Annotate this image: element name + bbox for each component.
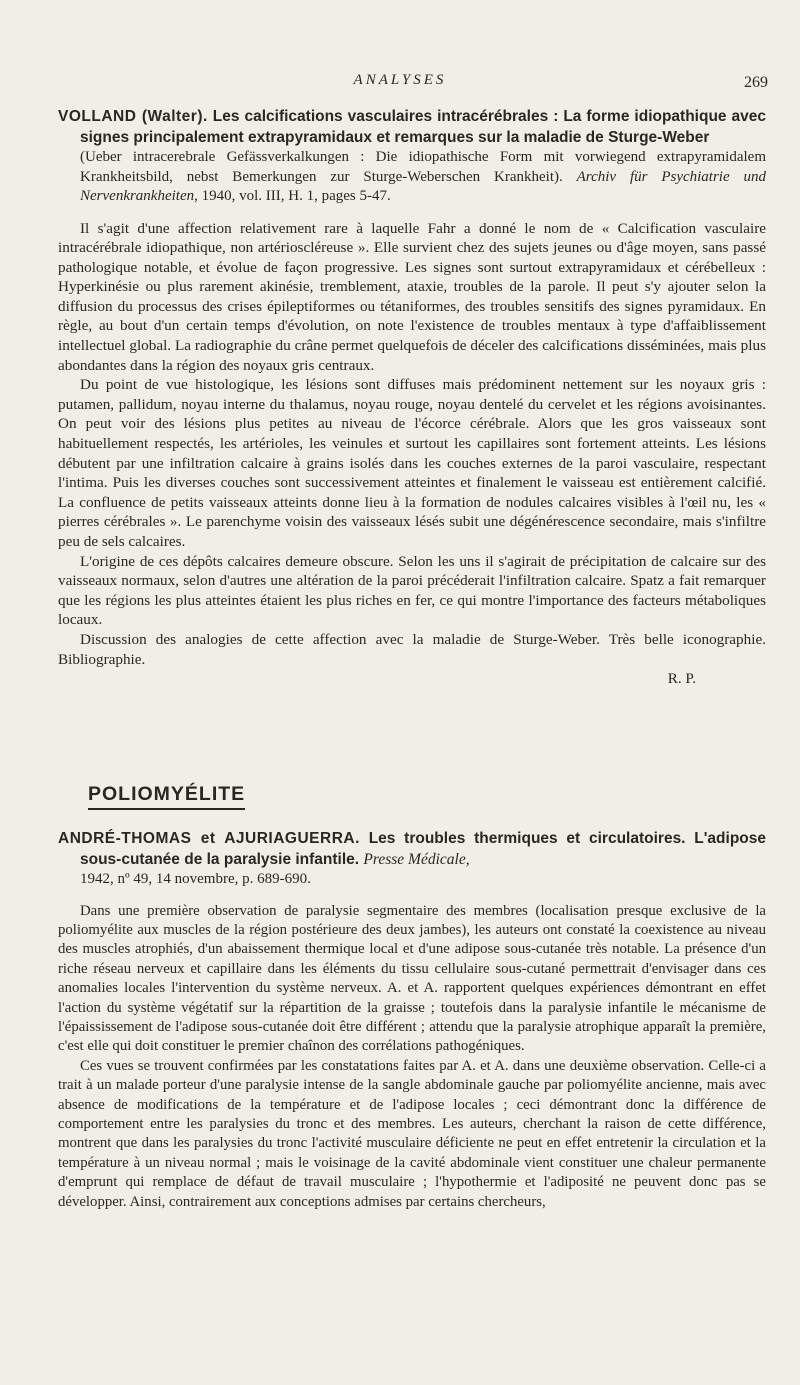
body-paragraph: Dans une première observation de paralysie segmentaire des membres (localisation presque exclusive de la poliomyélite aux muscles de la région postérieure des deux jambes), les auteurs ont constaté la coexistence au niveau des muscles atrophiés, d'un abaissement thermique local et d'une adipose sous-cutanée très notable. La présence d'un riche réseau nerveux et capillaire dans les éléments du tissu cellulaire sous-cutané permettrait d'envisager dans ces anomalies locales l'intervention du système nerveux. A. et A. rapportent quelques expériences démontrant en effet l'action du système végétatif sur la répartition de la graisse ; toutefois dans la paralysie infantile le mécanisme de l'épaississement de l'adipose sous-cutanée doit être différent ; attendu que la paralysie atrophique apparaît la première, c'est elle qui doit constituer le premier chaînon des corrélations pathogéniques.	[58, 902, 766, 1055]
article-body	[58, 219, 766, 689]
signature-line	[58, 669, 766, 689]
closing-text: Discussion des analogies de cette affection avec la maladie de Sturge-Weber. Très belle iconographie. Bibliographie.	[58, 630, 766, 668]
german-title: (Ueber intracerebrale Gefässverkalkungen : Die idiopathische Form mit vorwiegend extrapyramidalem Krankheitsbild, nebst Bemerkungen zur Sturge-Weberschen Krankheit).	[80, 149, 766, 185]
reviewer-signature: R. P.	[667, 670, 696, 688]
closing-paragraph	[58, 630, 766, 669]
article-title: Les troubles thermiques et circulatoires. L'adipose sous-cutanée de la paralysie infantile.	[80, 830, 766, 868]
body-paragraph: Il s'agit d'une affection relativement rare à laquelle Fahr a donné le nom de « Calcification vasculaire intracérébrale idiopathique, non artérioscléreuse ». Elle survient chez des sujets jeunes ou d'âge moyen, sans passé pathologique notable, et évolue de façon progressive. Les signes sont surtout extrapyramidaux et cérébelleux : Hyperkinésie ou plus rarement akinésie, tremblement, ataxie, troubles de la parole. Il peut s'y ajouter selon la diffusion du processus des crises épileptiformes ou tétaniformes, des troubles sensitifs des signes pyramidaux. En règle, au bout d'un certain temps d'évolution, on note l'existence de troubles mentaux à type d'affaiblissement intellectuel global. La radiographie du crâne permet quelquefois de déceler des calcifications disséminées, mais plus abondantes dans la région des noyaux gris centraux.	[58, 219, 766, 374]
running-head	[0, 72, 800, 96]
article-body	[58, 902, 766, 1213]
citation: 1942, nº 49, 14 novembre, p. 689-690.	[80, 871, 311, 887]
running-title: ANALYSES	[353, 72, 447, 88]
journal-name: Presse Médicale,	[363, 851, 470, 868]
article-volland	[58, 106, 766, 689]
article-headline	[58, 828, 766, 870]
citation: 1940, vol. III, H. 1, pages 5-47.	[201, 188, 391, 204]
article-title: Les calcifications vasculaires intracérébrales : La forme idiopathique avec signes principalement extrapyramidaux et remarques sur la maladie de Sturge-Weber	[80, 108, 766, 146]
article-author: VOLLAND (Walter).	[58, 108, 208, 125]
body-paragraph: Ces vues se trouvent confirmées par les constatations faites par A. et A. dans une deuxième observation. Celle-ci a trait à un malade porteur d'une paralysie intense de la sangle abdominale gauche par poliomyélite ancienne, mais avec absence de modifications de la température et de l'adipose locales ; ceci démontrant donc la différence de comportement entre les paralysies du tronc et des membres. Les auteurs, cherchant la raison de cette différence, montrent que dans les paralysies du tronc l'activité musculaire déficiente ne peut en effet entretenir la circulation et la température à un niveau normal ; mais le voisinage de la cavité abdominale vient constituer une chaleur permanente d'emprunt qui remplace de défaut de travail musculaire ; l'hypothermie et l'adiposité ne peuvent donc pas se développer. Ainsi, contrairement aux conceptions admises par certains chercheurs,	[58, 1057, 766, 1210]
page-number: 269	[744, 74, 768, 91]
article-author: ANDRÉ-THOMAS et AJURIAGUERRA.	[58, 830, 360, 847]
article-andre-thomas	[58, 828, 766, 1212]
article-reference	[58, 148, 766, 207]
article-headline	[58, 106, 766, 148]
article-reference	[58, 870, 766, 890]
body-paragraph: Du point de vue histologique, les lésions sont diffuses mais prédominent nettement sur les noyaux gris : putamen, pallidum, noyau interne du thalamus, noyau rouge, noyau dentelé du cervelet et les régions avoisinantes. On peut voir des lésions plus petites au niveau de l'écorce cérébrale. Alors que les gros vaisseaux sont habituellement respectés, les artérioles, les veinules et surtout les capillaires sont fortement atteints. Les lésions débutent par une infiltration calcaire à grains isolés dans les couches externes de la paroi vasculaire, respectant l'intima. Puis les diverses couches sont successivement atteintes et finalement le vaisseau est entièrement calcifié. La confluence de petits vaisseaux atteints donne lieu à la formation de nodules calcaires visibles à l'œil nu, les « pierres cérébrales ». Le parenchyme voisin des vaisseaux lésés subit une dégénérescence secondaire, mais s'infiltre peu de sels calcaires.	[58, 376, 766, 550]
journal-name: Archiv für Psychiatrie und Nervenkrankheiten,	[80, 168, 767, 204]
body-paragraph: L'origine de ces dépôts calcaires demeure obscure. Selon les uns il s'agirait de précipitation de calcaire sur des vaisseaux normaux, selon d'autres une altération de la paroi précéderait l'infiltration calcaire. Spatz a fait remarquer que les régions les plus atteintes étaient les plus riches en fer, ce qui montre l'importance des facteurs métaboliques locaux.	[58, 552, 766, 629]
section-heading: POLIOMYÉLITE	[88, 783, 245, 810]
